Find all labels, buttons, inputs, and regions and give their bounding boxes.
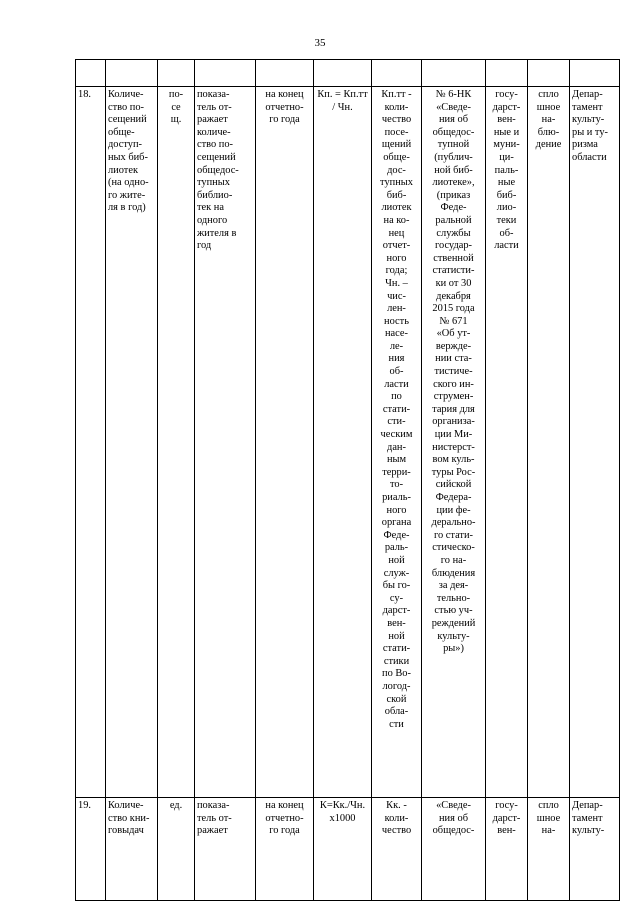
components-cell: Кк. - коли- чество	[372, 798, 422, 901]
definition-cell: показа- тель от- ражает количе- ство по- сещений общедос- тупных библио- тек на одного жителя в год	[195, 87, 256, 798]
table-row	[76, 798, 620, 901]
header-cell	[422, 60, 486, 87]
indicator-name: Количе- ство кни- говыдач	[106, 798, 158, 901]
definition-cell: показа- тель от- ражает	[195, 798, 256, 901]
source-cell: «Сведе- ния об общедос-	[422, 798, 486, 901]
header-cell	[256, 60, 314, 87]
method-cell: спло шное на-	[528, 798, 570, 901]
indicator-table	[75, 59, 620, 901]
period-cell: на конец отчетно- го года	[256, 798, 314, 901]
unit-cell: по- се щ.	[158, 87, 195, 798]
page-number: 35	[314, 37, 326, 49]
method-cell: спло шное на- блю- дение	[528, 87, 570, 798]
source-cell: № 6-НК «Сведе- ния об общедос- тупной (публич- ной биб- лиотеке», (приказ Феде- ральной службы государ- ственной статисти- ки от 30 декабря 2015 года № 671 «Об ут- вержде- нии ста- тистиче- ского ин- струмен- тария для организа- ции Ми- нистерст- вом куль- туры Рос- сийской Федера- ции фе- дерально- го стати- стическо- го на- блюдения за дея- тельно- стью уч- реждений культу- ры»)	[422, 87, 486, 798]
header-row	[76, 60, 620, 87]
header-cell	[158, 60, 195, 87]
period-cell: на конец отчетно- го года	[256, 87, 314, 798]
responsible-cell: Депар- тамент культу-	[570, 798, 620, 901]
header-cell	[570, 60, 620, 87]
row-number: 18.	[76, 87, 106, 798]
header-cell	[528, 60, 570, 87]
header-cell	[106, 60, 158, 87]
components-cell: Кп.тт - коли- чество посе- щений обще- дос- тупных биб- лиотек на ко- нец отчет- ного года; Чн. – чис- лен- ность насе- ле- ния об- ласти по стати- сти- ческим дан- ным терри- то- риаль- ного органа Феде- раль- ной служ- бы го- су- дарст- вен- ной стати- стики по Во- логод- ской обла- сти	[372, 87, 422, 798]
header-cell	[486, 60, 528, 87]
scope-cell: госу- дарст- вен-	[486, 798, 528, 901]
formula-cell: Кп. = Кп.тт / Чн.	[314, 87, 372, 798]
unit-cell: ед.	[158, 798, 195, 901]
table-row	[76, 87, 620, 798]
header-cell	[195, 60, 256, 87]
header-cell	[372, 60, 422, 87]
row-number: 19.	[76, 798, 106, 901]
header-cell	[76, 60, 106, 87]
formula-cell: К=Кк./Чн. х1000	[314, 798, 372, 901]
scope-cell: госу- дарст- вен- ные и муни- ци- паль- ные биб- лио- теки об- ласти	[486, 87, 528, 798]
responsible-cell: Депар- тамент культу- ры и ту- ризма области	[570, 87, 620, 798]
indicator-name: Количе- ство по- сещений обще- доступ- ных биб- лиотек (на одно- го жите- ля в год)	[106, 87, 158, 798]
header-cell	[314, 60, 372, 87]
